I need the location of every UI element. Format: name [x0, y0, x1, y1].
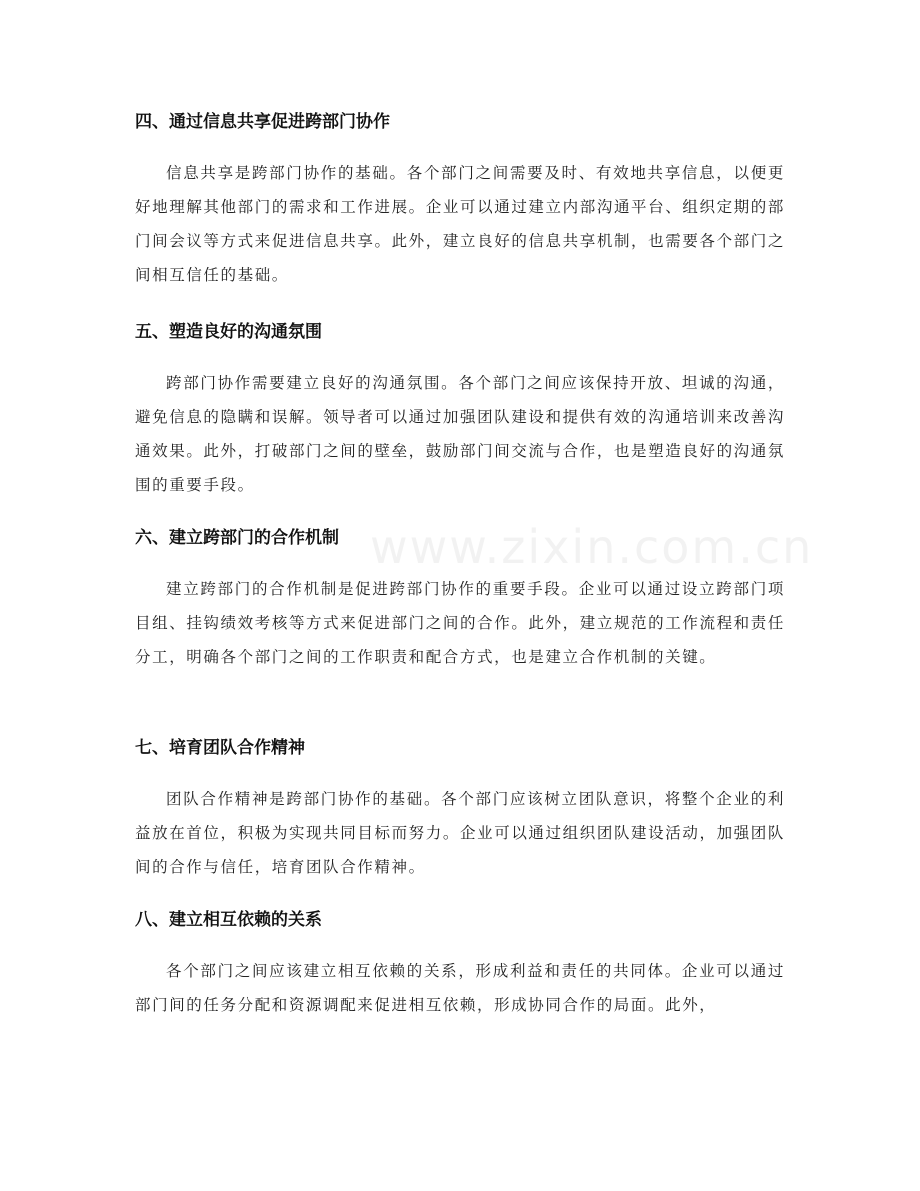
watermark: www.zixin.com.cn	[370, 520, 814, 574]
section-title: 七、培育团队合作精神	[135, 738, 305, 758]
section-paragraph: 建立跨部门的合作机制是促进跨部门协作的重要手段。企业可以通过设立跨部门项目组、挂钩绩效考核等方式来促进部门之间的合作。此外，建立规范的工作流程和责任分工，明确各个部门之间的工作职责和配合方式，也是建立合作机制的关键。	[135, 580, 785, 666]
section-5	[135, 320, 785, 502]
section-paragraph: 跨部门协作需要建立良好的沟通氛围。各个部门之间应该保持开放、坦诚的沟通，避免信息的隐瞒和误解。领导者可以通过加强团队建设和提供有效的沟通培训来改善沟通效果。此外，打破部门之间的壁垒，鼓励部门间交流与合作，也是塑造良好的沟通氛围的重要手段。	[135, 374, 785, 494]
section-paragraph: 团队合作精神是跨部门协作的基础。各个部门应该树立团队意识，将整个企业的利益放在首位，积极为实现共同目标而努力。企业可以通过组织团队建设活动，加强团队间的合作与信任，培育团队合作精神。	[135, 790, 785, 876]
section-7	[135, 736, 785, 884]
section-title: 八、建立相互依赖的关系	[135, 910, 322, 930]
section-paragraph: 信息共享是跨部门协作的基础。各个部门之间需要及时、有效地共享信息，以便更好地理解其他部门的需求和工作进展。企业可以通过建立内部沟通平台、组织定期的部门间会议等方式来促进信息共享。此外，建立良好的信息共享机制，也需要各个部门之间相互信任的基础。	[135, 164, 785, 284]
section-paragraph: 各个部门之间应该建立相互依赖的关系，形成利益和责任的共同体。企业可以通过部门间的任务分配和资源调配来促进相互依赖，形成协同合作的局面。此外，	[135, 962, 785, 1014]
section-8	[135, 908, 785, 1022]
section-4	[135, 110, 785, 292]
section-title: 四、通过信息共享促进跨部门协作	[135, 112, 390, 132]
section-title: 五、塑造良好的沟通氛围	[135, 322, 322, 342]
section-title: 六、建立跨部门的合作机制	[135, 528, 339, 548]
section-6	[135, 526, 785, 674]
